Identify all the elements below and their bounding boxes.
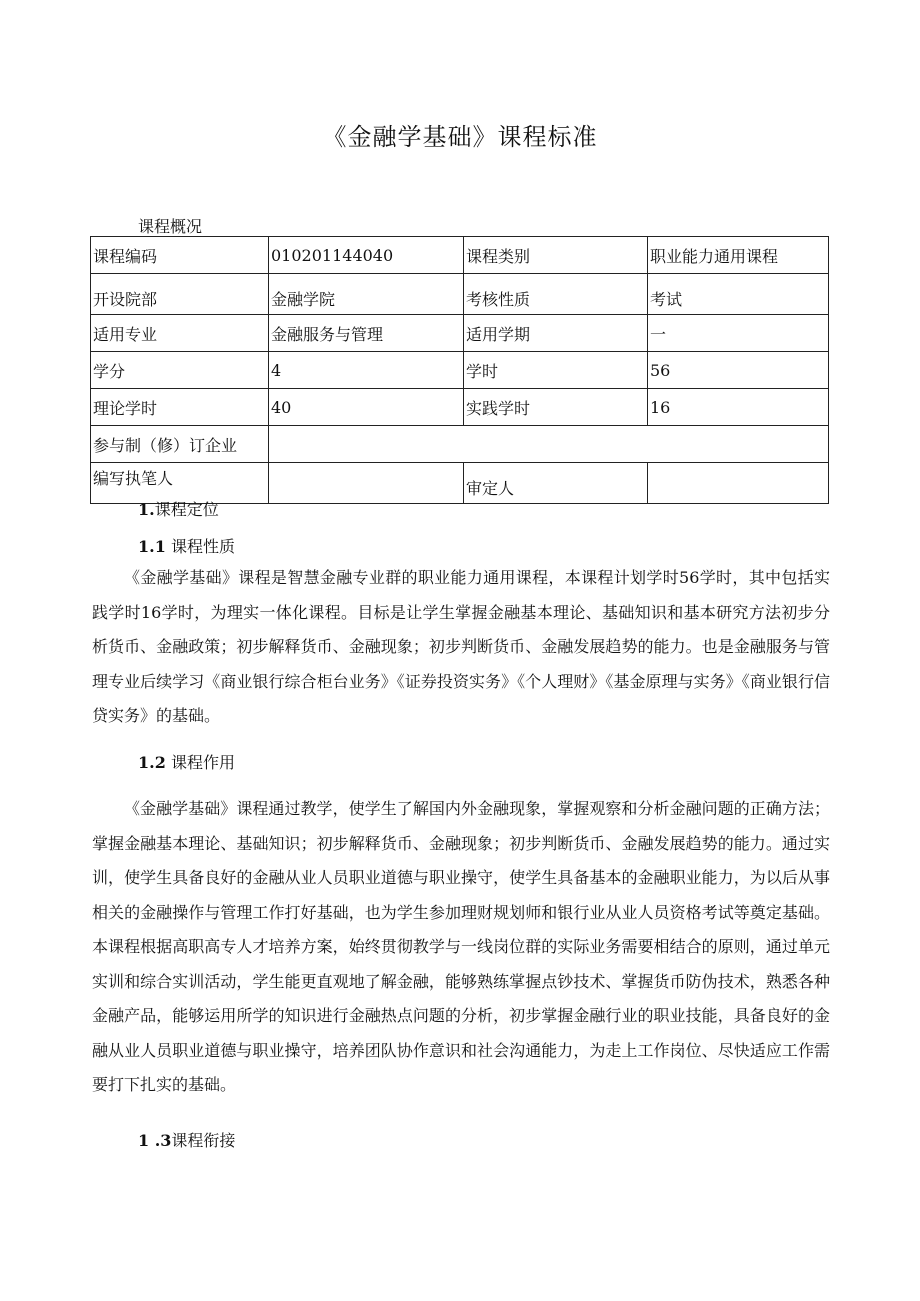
section-1-heading	[138, 497, 219, 520]
credit-value: 4	[269, 352, 464, 389]
semester-label: 适用学期	[464, 315, 648, 352]
course-category-label: 课程类别	[464, 237, 648, 274]
course-code-label: 课程编码	[91, 237, 269, 274]
section-1-2-paragraph: 《金融学基础》课程通过教学，使学生了解国内外金融现象，掌握观察和分析金融问题的正确方法；掌握金融基本理论、基础知识；初步解释货币、金融现象；初步判断货币、金融发展趋势的能力。通过实训，使学生具备良好的金融从业人员职业道德与职业操守，使学生具备基本的金融职业能力，为以后从事相关的金融操作与管理工作打好基础，也为学生参加理财规划师和银行业从业人员资格考试等奠定基础。本课程根据高职高专人才培养方案，始终贯彻教学与一线岗位群的实际业务需要相结合的原则，通过单元实训和综合实训活动，学生能更直观地了解金融，能够熟练掌握点钞技术、掌握货币防伪技术，熟悉各种金融产品，能够运用所学的知识进行金融热点问题的分析，初步掌握金融行业的职业技能，具备良好的金融从业人员职业道德与职业操守，培养团队协作意识和社会沟通能力，为走上工作岗位、尽快适应工作需要打下扎实的基础。	[92, 799, 830, 1094]
section-1-1-heading	[138, 534, 235, 557]
section-1-3-number: 1 .3	[138, 1131, 172, 1150]
table-row	[91, 352, 829, 389]
section-1-number: 1.	[138, 500, 155, 519]
section-1-title: 课程定位	[154, 500, 219, 519]
credit-label: 学分	[91, 352, 269, 389]
section-1-1-paragraph: 《金融学基础》课程是智慧金融专业群的职业能力通用课程，本课程计划学时56学时，其中包括实践学时16学时，为理实一体化课程。目标是让学生掌握金融基本理论、基础知识和基本研究方法初步分析货币、金融政策；初步解释货币、金融现象；初步判断货币、金融发展趋势的能力。也是金融服务与管理专业后续学习《商业银行综合柜台业务》《证券投资实务》《个人理财》《基金原理与实务》《商业银行信贷实务》的基础。	[92, 568, 830, 725]
semester-value: 一	[648, 315, 829, 352]
section-1-2-title: 课程作用	[170, 753, 235, 772]
course-category-value: 职业能力通用课程	[648, 237, 829, 274]
course-info-table	[90, 236, 829, 504]
theory-hours-label: 理论学时	[91, 389, 269, 426]
table-row	[91, 389, 829, 426]
section-1-1-number: 1.1	[138, 537, 166, 556]
major-value: 金融服务与管理	[269, 315, 464, 352]
department-label: 开设院部	[91, 274, 269, 315]
assessment-value: 考试	[648, 274, 829, 315]
section-1-2-number: 1.2	[138, 753, 166, 772]
hours-label: 学时	[464, 352, 648, 389]
course-code-value: 010201144040	[269, 237, 464, 274]
table-row	[91, 237, 829, 274]
assessment-label: 考核性质	[464, 274, 648, 315]
section-1-1-title: 课程性质	[170, 537, 235, 556]
writer-label: 编写执笔人	[91, 463, 269, 504]
section-1-2-heading	[138, 750, 235, 773]
reviewer-label: 审定人	[464, 463, 648, 504]
enterprise-label: 参与制（修）订企业	[91, 426, 269, 463]
overview-label: 课程概况	[138, 217, 203, 236]
table-row	[91, 426, 829, 463]
writer-value	[269, 463, 464, 504]
enterprise-value	[269, 426, 829, 463]
section-1-3-title: 课程衔接	[171, 1131, 236, 1150]
major-label: 适用专业	[91, 315, 269, 352]
reviewer-value	[648, 463, 829, 504]
table-row	[91, 315, 829, 352]
document-title: 《金融学基础》课程标准	[322, 123, 598, 151]
section-1-3-heading	[138, 1128, 235, 1151]
theory-hours-value: 40	[269, 389, 464, 426]
practice-hours-label: 实践学时	[464, 389, 648, 426]
department-value: 金融学院	[269, 274, 464, 315]
practice-hours-value: 16	[648, 389, 829, 426]
hours-value: 56	[648, 352, 829, 389]
table-row	[91, 274, 829, 315]
